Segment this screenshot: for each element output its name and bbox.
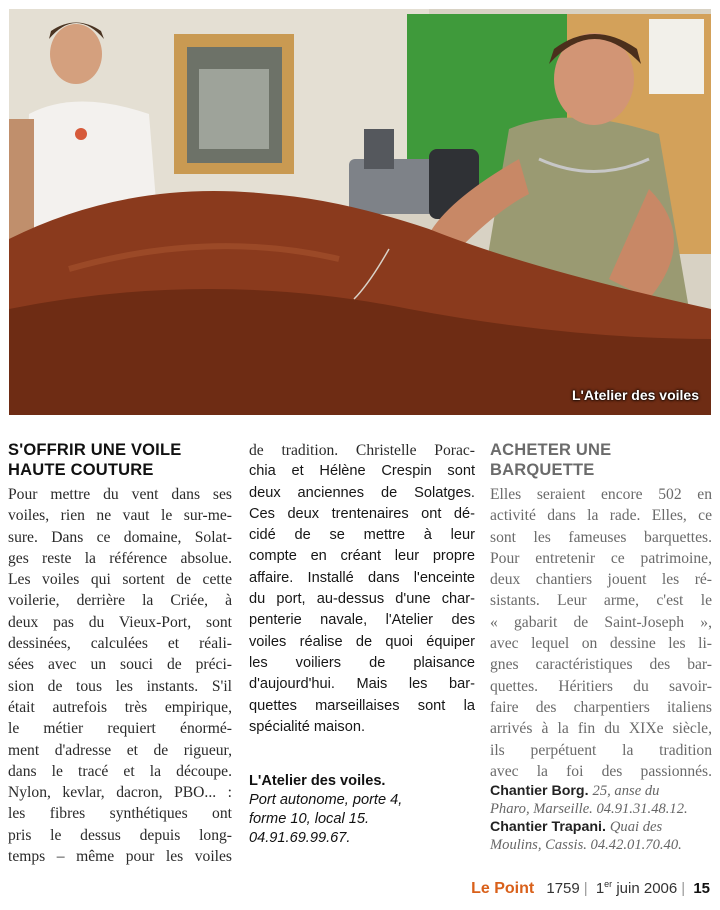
text-line: quettes. Héritiers du savoir- xyxy=(490,677,712,695)
footer-separator: | xyxy=(583,880,588,897)
text-line: sées avec un souci de préci- xyxy=(8,656,232,674)
page-footer xyxy=(471,879,710,898)
heading-line: BARQUETTE xyxy=(490,461,595,479)
contact-atelier xyxy=(249,772,475,848)
issue-date-day: 1 xyxy=(595,880,605,897)
text-line: temps – même pour les voiles xyxy=(8,848,232,866)
photo-illustration xyxy=(9,9,711,415)
text-line: spécialité maison. xyxy=(249,718,365,735)
address-label: Chantier Borg. xyxy=(490,783,589,800)
text-line: penterie navale, l'Atelier des xyxy=(249,612,475,629)
text-line: ils perpétuent la tradition xyxy=(490,741,712,759)
contact-phone: 04.91.69.99.67. xyxy=(249,830,351,847)
text-line: les fibres synthétiques ont xyxy=(8,805,232,823)
text-line: gnes caractéristiques des bar- xyxy=(490,656,712,674)
column-barquette xyxy=(490,440,712,854)
issue-date-sup: er xyxy=(604,879,613,889)
issue-date-rest: juin 2006 xyxy=(616,880,678,897)
addresses-chantiers xyxy=(490,782,712,854)
page-number: 15 xyxy=(693,880,710,897)
photo-caption: L'Atelier des voiles xyxy=(571,387,699,403)
body-atelier-serif xyxy=(249,440,475,461)
article-photo xyxy=(9,9,711,415)
text-line: voiles, rien ne vaut le sur-me- xyxy=(8,507,232,525)
text-line: quettes marseillaises sont la xyxy=(249,697,475,714)
text-line: arrivés à la fin du XIXe siècle, xyxy=(490,720,712,738)
text-line: activité dans la rade. Elles, ce xyxy=(490,507,712,525)
text-line: dans le tracé et la découpe. xyxy=(8,762,232,780)
text-line: sure. Dans ce domaine, Solat- xyxy=(8,528,232,546)
text-line: compte en créant leur propre xyxy=(249,548,475,565)
body-voile xyxy=(8,484,232,867)
text-line: était autrefois très empirique, xyxy=(8,698,232,716)
text-line: de tradition. Christelle Porac- xyxy=(249,442,475,459)
text-line: avec la foi des passionnés. xyxy=(490,762,712,780)
text-line: deux anciennes de Solatges. xyxy=(249,484,475,501)
text-line: du port, au-dessus d'une char- xyxy=(249,591,475,608)
text-line: Pour mettre du vent dans ses xyxy=(8,486,232,503)
text-line: sont les fameuses barquettes. xyxy=(490,528,712,546)
text-line: faire des charpentiers italiens xyxy=(490,698,712,716)
heading-line: HAUTE COUTURE xyxy=(8,461,154,479)
address-value: 25, anse du xyxy=(592,783,660,800)
text-line: le métier requiert énormé- xyxy=(8,720,232,738)
address-value: Quai des xyxy=(609,819,663,836)
contact-line: forme 10, local 15. xyxy=(249,811,370,828)
column-atelier xyxy=(249,440,475,848)
address-line xyxy=(490,818,712,836)
column-voile xyxy=(8,440,232,867)
contact-name: L'Atelier des voiles. xyxy=(249,773,386,790)
text-line: ment d'adresse et de rigueur, xyxy=(8,741,232,759)
text-line: les voiliers de plaisance xyxy=(249,654,475,671)
text-line: Elles seraient encore 502 en xyxy=(490,486,712,503)
text-line: affaire. Installé dans l'enceinte xyxy=(249,569,475,586)
magazine-brand: Le Point xyxy=(471,880,535,897)
body-barquette xyxy=(490,484,712,782)
text-line: chia et Hélène Crespin sont xyxy=(249,463,475,480)
issue-number: 1759 xyxy=(546,880,580,897)
text-line: ges reste la référence absolue. xyxy=(8,549,232,567)
text-line: d'aujourd'hui. Mais les bar- xyxy=(249,676,475,693)
address-line xyxy=(490,800,712,818)
address-line xyxy=(490,836,712,854)
heading-line: S'OFFRIR UNE VOILE xyxy=(8,441,182,459)
heading-barquette xyxy=(490,440,712,480)
text-line: dessinées, calculées et réali- xyxy=(8,635,232,653)
contact-line: Port autonome, porte 4, xyxy=(249,792,403,809)
text-line: Les voiles qui sortent de cette xyxy=(8,571,232,589)
text-line: « gabarit de Saint-Joseph », xyxy=(490,613,712,631)
heading-voile xyxy=(8,440,232,480)
text-line: Nylon, kevlar, dacron, PBO... : xyxy=(8,784,232,802)
address-value: Pharo, Marseille. 04.91.31.48.12. xyxy=(490,801,688,818)
text-line: voilerie, derrière la Criée, à xyxy=(8,592,232,610)
text-line: voiles réalise de quoi équiper xyxy=(249,633,475,650)
text-line: Ces deux trentenaires ont dé- xyxy=(249,505,475,522)
text-line: cidé de se mettre à leur xyxy=(249,527,475,544)
text-line: pris le dessus depuis long- xyxy=(8,826,232,844)
address-label: Chantier Trapani. xyxy=(490,819,606,836)
text-line: sistants. Leur arme, c'est le xyxy=(490,592,712,610)
heading-line: ACHETER UNE xyxy=(490,441,612,459)
text-line: deux pas du Vieux-Port, sont xyxy=(8,613,232,631)
text-line: avec lequel on dessine les li- xyxy=(490,635,712,653)
footer-separator: | xyxy=(681,880,686,897)
text-line: Pour entretenir ce patrimoine, xyxy=(490,549,712,567)
body-atelier xyxy=(249,461,475,738)
address-value: Moulins, Cassis. 04.42.01.70.40. xyxy=(490,837,682,854)
text-line: sion de tous les instants. S'il xyxy=(8,677,232,695)
address-line xyxy=(490,782,712,800)
text-line: deux chantiers jouent les ré- xyxy=(490,571,712,589)
